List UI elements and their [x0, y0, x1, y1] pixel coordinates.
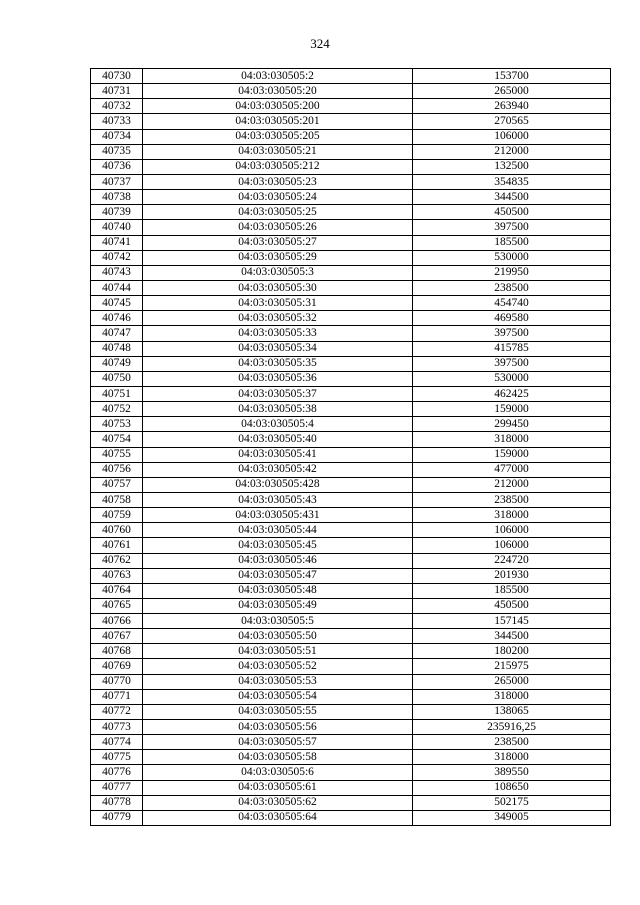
- cadastral-number-cell: 04:03:030505:47: [143, 568, 413, 583]
- row-number-cell: 40737: [91, 174, 143, 189]
- table-row: [91, 462, 611, 477]
- value-cell: 106000: [413, 129, 611, 144]
- value-cell: 263940: [413, 99, 611, 114]
- value-cell: 299450: [413, 417, 611, 432]
- value-cell: 397500: [413, 356, 611, 371]
- row-number-cell: 40769: [91, 659, 143, 674]
- value-cell: 235916,25: [413, 720, 611, 735]
- cadastral-number-cell: 04:03:030505:26: [143, 220, 413, 235]
- cadastral-number-cell: 04:03:030505:24: [143, 190, 413, 205]
- row-number-cell: 40760: [91, 523, 143, 538]
- table-row: [91, 598, 611, 613]
- row-number-cell: 40736: [91, 159, 143, 174]
- value-cell: 132500: [413, 159, 611, 174]
- table-row: [91, 190, 611, 205]
- table-row: [91, 704, 611, 719]
- row-number-cell: 40765: [91, 598, 143, 613]
- row-number-cell: 40744: [91, 280, 143, 295]
- cadastral-number-cell: 04:03:030505:5: [143, 614, 413, 629]
- row-number-cell: 40757: [91, 477, 143, 492]
- table-row: [91, 402, 611, 417]
- cadastral-number-cell: 04:03:030505:46: [143, 553, 413, 568]
- table-row: [91, 674, 611, 689]
- cadastral-number-cell: 04:03:030505:23: [143, 174, 413, 189]
- page-number: 324: [310, 36, 330, 51]
- row-number-cell: 40730: [91, 69, 143, 84]
- cadastral-number-cell: 04:03:030505:51: [143, 644, 413, 659]
- cadastral-number-cell: 04:03:030505:38: [143, 402, 413, 417]
- value-cell: 212000: [413, 144, 611, 159]
- value-cell: 389550: [413, 765, 611, 780]
- value-cell: 159000: [413, 402, 611, 417]
- table-row: [91, 144, 611, 159]
- value-cell: 477000: [413, 462, 611, 477]
- row-number-cell: 40750: [91, 371, 143, 386]
- cadastral-number-cell: 04:03:030505:48: [143, 583, 413, 598]
- cadastral-number-cell: 04:03:030505:43: [143, 492, 413, 507]
- table-row: [91, 84, 611, 99]
- value-cell: 238500: [413, 280, 611, 295]
- row-number-cell: 40761: [91, 538, 143, 553]
- row-number-cell: 40735: [91, 144, 143, 159]
- cadastral-number-cell: 04:03:030505:33: [143, 326, 413, 341]
- table-row: [91, 265, 611, 280]
- table-row: [91, 720, 611, 735]
- table-row: [91, 220, 611, 235]
- row-number-cell: 40753: [91, 417, 143, 432]
- table-row: [91, 508, 611, 523]
- row-number-cell: 40742: [91, 250, 143, 265]
- row-number-cell: 40771: [91, 689, 143, 704]
- row-number-cell: 40738: [91, 190, 143, 205]
- table-row: [91, 159, 611, 174]
- value-cell: 462425: [413, 386, 611, 401]
- value-cell: 159000: [413, 447, 611, 462]
- row-number-cell: 40759: [91, 508, 143, 523]
- row-number-cell: 40773: [91, 720, 143, 735]
- cadastral-number-cell: 04:03:030505:40: [143, 432, 413, 447]
- row-number-cell: 40741: [91, 235, 143, 250]
- table-row: [91, 205, 611, 220]
- cadastral-number-cell: 04:03:030505:31: [143, 296, 413, 311]
- cadastral-number-cell: 04:03:030505:21: [143, 144, 413, 159]
- table-row: [91, 69, 611, 84]
- value-cell: 157145: [413, 614, 611, 629]
- cadastral-number-cell: 04:03:030505:200: [143, 99, 413, 114]
- row-number-cell: 40748: [91, 341, 143, 356]
- row-number-cell: 40772: [91, 704, 143, 719]
- cadastral-number-cell: 04:03:030505:42: [143, 462, 413, 477]
- cadastral-number-cell: 04:03:030505:52: [143, 659, 413, 674]
- row-number-cell: 40767: [91, 629, 143, 644]
- row-number-cell: 40743: [91, 265, 143, 280]
- value-cell: 530000: [413, 250, 611, 265]
- value-cell: 318000: [413, 432, 611, 447]
- value-cell: 265000: [413, 84, 611, 99]
- row-number-cell: 40775: [91, 750, 143, 765]
- table-row: [91, 659, 611, 674]
- value-cell: 224720: [413, 553, 611, 568]
- value-cell: 270565: [413, 114, 611, 129]
- row-number-cell: 40751: [91, 386, 143, 401]
- cadastral-number-cell: 04:03:030505:428: [143, 477, 413, 492]
- cadastral-number-cell: 04:03:030505:205: [143, 129, 413, 144]
- row-number-cell: 40732: [91, 99, 143, 114]
- value-cell: 106000: [413, 523, 611, 538]
- table-row: [91, 568, 611, 583]
- cadastral-number-cell: 04:03:030505:34: [143, 341, 413, 356]
- cadastral-number-cell: 04:03:030505:55: [143, 704, 413, 719]
- row-number-cell: 40764: [91, 583, 143, 598]
- value-cell: 108650: [413, 780, 611, 795]
- value-cell: 415785: [413, 341, 611, 356]
- cadastral-number-cell: 04:03:030505:32: [143, 311, 413, 326]
- table-row: [91, 644, 611, 659]
- value-cell: 354835: [413, 174, 611, 189]
- table-row: [91, 810, 611, 825]
- table-row: [91, 583, 611, 598]
- table-row: [91, 689, 611, 704]
- table-row: [91, 538, 611, 553]
- cadastral-number-cell: 04:03:030505:57: [143, 735, 413, 750]
- table-row: [91, 311, 611, 326]
- table-body: [91, 69, 611, 826]
- cadastral-number-cell: 04:03:030505:64: [143, 810, 413, 825]
- row-number-cell: 40777: [91, 780, 143, 795]
- row-number-cell: 40739: [91, 205, 143, 220]
- row-number-cell: 40749: [91, 356, 143, 371]
- cadastral-number-cell: 04:03:030505:25: [143, 205, 413, 220]
- row-number-cell: 40731: [91, 84, 143, 99]
- table-row: [91, 780, 611, 795]
- value-cell: 212000: [413, 477, 611, 492]
- value-cell: 215975: [413, 659, 611, 674]
- value-cell: 201930: [413, 568, 611, 583]
- table-row: [91, 99, 611, 114]
- table-row: [91, 250, 611, 265]
- row-number-cell: 40754: [91, 432, 143, 447]
- value-cell: 106000: [413, 538, 611, 553]
- row-number-cell: 40776: [91, 765, 143, 780]
- value-cell: 153700: [413, 69, 611, 84]
- value-cell: 397500: [413, 326, 611, 341]
- row-number-cell: 40745: [91, 296, 143, 311]
- cadastral-number-cell: 04:03:030505:2: [143, 69, 413, 84]
- cadastral-number-cell: 04:03:030505:58: [143, 750, 413, 765]
- table-row: [91, 750, 611, 765]
- row-number-cell: 40747: [91, 326, 143, 341]
- value-cell: 318000: [413, 689, 611, 704]
- cadastral-number-cell: 04:03:030505:20: [143, 84, 413, 99]
- value-cell: 450500: [413, 598, 611, 613]
- value-cell: 349005: [413, 810, 611, 825]
- table-row: [91, 795, 611, 810]
- cadastral-number-cell: 04:03:030505:6: [143, 765, 413, 780]
- value-cell: 318000: [413, 750, 611, 765]
- row-number-cell: 40770: [91, 674, 143, 689]
- value-cell: 502175: [413, 795, 611, 810]
- table-row: [91, 280, 611, 295]
- table-row: [91, 523, 611, 538]
- cadastral-number-cell: 04:03:030505:35: [143, 356, 413, 371]
- cadastral-number-cell: 04:03:030505:201: [143, 114, 413, 129]
- table-row: [91, 341, 611, 356]
- value-cell: 450500: [413, 205, 611, 220]
- row-number-cell: 40733: [91, 114, 143, 129]
- row-number-cell: 40778: [91, 795, 143, 810]
- row-number-cell: 40752: [91, 402, 143, 417]
- table-row: [91, 129, 611, 144]
- row-number-cell: 40746: [91, 311, 143, 326]
- table-row: [91, 735, 611, 750]
- cadastral-number-cell: 04:03:030505:45: [143, 538, 413, 553]
- table-row: [91, 174, 611, 189]
- row-number-cell: 40763: [91, 568, 143, 583]
- value-cell: 185500: [413, 235, 611, 250]
- cadastral-number-cell: 04:03:030505:62: [143, 795, 413, 810]
- table-row: [91, 629, 611, 644]
- cadastral-number-cell: 04:03:030505:50: [143, 629, 413, 644]
- cadastral-value-table: [90, 68, 611, 826]
- cadastral-number-cell: 04:03:030505:431: [143, 508, 413, 523]
- row-number-cell: 40774: [91, 735, 143, 750]
- row-number-cell: 40779: [91, 810, 143, 825]
- table-row: [91, 326, 611, 341]
- cadastral-number-cell: 04:03:030505:212: [143, 159, 413, 174]
- value-cell: 219950: [413, 265, 611, 280]
- value-cell: 185500: [413, 583, 611, 598]
- row-number-cell: 40756: [91, 462, 143, 477]
- value-cell: 344500: [413, 190, 611, 205]
- table-row: [91, 553, 611, 568]
- value-cell: 469580: [413, 311, 611, 326]
- cadastral-number-cell: 04:03:030505:61: [143, 780, 413, 795]
- cadastral-number-cell: 04:03:030505:49: [143, 598, 413, 613]
- value-cell: 344500: [413, 629, 611, 644]
- cadastral-number-cell: 04:03:030505:36: [143, 371, 413, 386]
- table-row: [91, 356, 611, 371]
- value-cell: 530000: [413, 371, 611, 386]
- value-cell: 397500: [413, 220, 611, 235]
- cadastral-number-cell: 04:03:030505:29: [143, 250, 413, 265]
- row-number-cell: 40740: [91, 220, 143, 235]
- row-number-cell: 40758: [91, 492, 143, 507]
- cadastral-number-cell: 04:03:030505:4: [143, 417, 413, 432]
- value-cell: 238500: [413, 492, 611, 507]
- table-row: [91, 296, 611, 311]
- cadastral-number-cell: 04:03:030505:54: [143, 689, 413, 704]
- table-row: [91, 235, 611, 250]
- cadastral-number-cell: 04:03:030505:44: [143, 523, 413, 538]
- cadastral-number-cell: 04:03:030505:37: [143, 386, 413, 401]
- value-cell: 138065: [413, 704, 611, 719]
- cadastral-number-cell: 04:03:030505:30: [143, 280, 413, 295]
- table-row: [91, 432, 611, 447]
- row-number-cell: 40766: [91, 614, 143, 629]
- cadastral-number-cell: 04:03:030505:56: [143, 720, 413, 735]
- cadastral-number-cell: 04:03:030505:53: [143, 674, 413, 689]
- row-number-cell: 40755: [91, 447, 143, 462]
- cadastral-number-cell: 04:03:030505:27: [143, 235, 413, 250]
- table-row: [91, 765, 611, 780]
- table-row: [91, 114, 611, 129]
- value-cell: 238500: [413, 735, 611, 750]
- table-row: [91, 447, 611, 462]
- row-number-cell: 40762: [91, 553, 143, 568]
- table-row: [91, 492, 611, 507]
- table-row: [91, 417, 611, 432]
- value-cell: 265000: [413, 674, 611, 689]
- table-row: [91, 386, 611, 401]
- table-row: [91, 371, 611, 386]
- row-number-cell: 40768: [91, 644, 143, 659]
- row-number-cell: 40734: [91, 129, 143, 144]
- cadastral-number-cell: 04:03:030505:41: [143, 447, 413, 462]
- cadastral-number-cell: 04:03:030505:3: [143, 265, 413, 280]
- table-row: [91, 614, 611, 629]
- table-row: [91, 477, 611, 492]
- value-cell: 180200: [413, 644, 611, 659]
- value-cell: 454740: [413, 296, 611, 311]
- value-cell: 318000: [413, 508, 611, 523]
